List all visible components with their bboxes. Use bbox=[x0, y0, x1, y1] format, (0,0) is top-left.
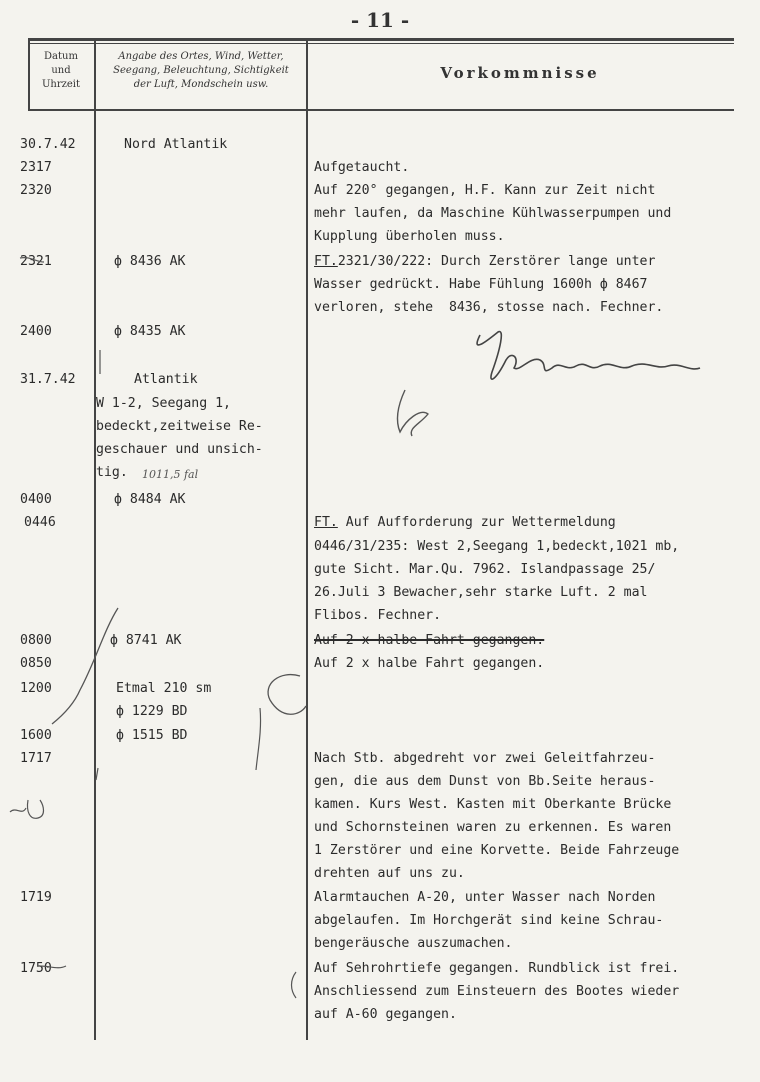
entry-text: verloren, stehe 8436, stosse nach. Fechner. bbox=[314, 300, 664, 315]
entry-text: Auf 220° gegangen, H.F. Kann zur Zeit nicht bbox=[314, 183, 656, 198]
entry-text: Anschliessend zum Einsteuern des Bootes wieder bbox=[314, 984, 680, 999]
pencil-loop-1200 bbox=[268, 675, 306, 715]
weather-line: geschauer und unsich- bbox=[96, 442, 263, 457]
entry-time: 1200 bbox=[20, 681, 52, 696]
entry-time: 0850 bbox=[20, 656, 52, 671]
entry-time: 1750 bbox=[20, 961, 52, 976]
entry-text: gute Sicht. Mar.Qu. 7962. Islandpassage 25/ bbox=[314, 562, 656, 577]
radio-message-prefix: FT. bbox=[314, 254, 338, 269]
page-number: - 11 - bbox=[350, 8, 410, 32]
entry-place: Atlantik bbox=[134, 372, 198, 387]
entry-time: 2320 bbox=[20, 183, 52, 198]
entry-time: 2321 bbox=[20, 254, 52, 269]
struck-through-entry: Auf 2 x halbe Fahrt gegangen. bbox=[314, 633, 545, 648]
header-place-line-2: Seegang, Beleuchtung, Sichtigkeit bbox=[113, 65, 289, 76]
weather-line: W 1-2, Seegang 1, bbox=[96, 396, 231, 411]
entry-text: Flibos. Fechner. bbox=[314, 608, 442, 623]
header-date-line-1: Datum bbox=[44, 51, 78, 62]
entry-text-body: Auf Aufforderung zur Wettermeldung bbox=[337, 515, 616, 530]
entry-time: 1600 bbox=[20, 728, 52, 743]
entry-place: Nord Atlantik bbox=[124, 137, 228, 152]
header-date-line-3: Uhrzeit bbox=[41, 79, 81, 90]
pencil-tick-1717 bbox=[96, 768, 98, 780]
pencil-tick-2321 bbox=[20, 258, 44, 262]
entry-time: 31.7.42 bbox=[20, 372, 76, 387]
entry-text: abgelaufen. Im Horchgerät sind keine Schrau- bbox=[314, 913, 664, 928]
daily-run: Etmal 210 sm bbox=[116, 681, 212, 696]
pencil-tick-1750 bbox=[40, 966, 66, 968]
entry-text-body: 2321/30/222: Durch Zerstörer lange unter bbox=[337, 254, 656, 269]
header-date-line-2: und bbox=[51, 65, 71, 76]
handwritten-pressure-note: 1011,5 fal bbox=[142, 468, 199, 481]
initials-mark bbox=[398, 390, 428, 436]
signature-fechner bbox=[477, 332, 700, 380]
entry-time: 1719 bbox=[20, 890, 52, 905]
radio-message-prefix: FT. bbox=[314, 515, 338, 530]
pencil-bracket-1750 bbox=[292, 972, 297, 998]
entry-text: kamen. Kurs West. Kasten mit Oberkante Brücke bbox=[314, 797, 672, 812]
entry-text: mehr laufen, da Maschine Kühlwasserpumpen und bbox=[314, 206, 672, 221]
entry-position: ф 8436 AK bbox=[114, 254, 186, 269]
entry-time: 2317 bbox=[20, 160, 52, 175]
entry-position: ф 1229 BD bbox=[116, 704, 188, 719]
pencil-stroke-1600 bbox=[256, 708, 261, 770]
weather-line: tig. bbox=[96, 465, 128, 480]
pencil-mark-margin bbox=[10, 800, 44, 818]
entry-text: bengeräusche auszumachen. bbox=[314, 936, 513, 951]
header-place-line-3: der Luft, Mondschein usw. bbox=[133, 79, 269, 90]
entry-position: ф 1515 BD bbox=[116, 728, 188, 743]
entry-text: gen, die aus dem Dunst von Bb.Seite heraus- bbox=[314, 774, 656, 789]
pencil-curve-0800 bbox=[52, 608, 118, 724]
entry-text: Nach Stb. abgedreht vor zwei Geleitfahrzeu- bbox=[314, 751, 656, 766]
entry-text: 1 Zerstörer und eine Korvette. Beide Fahrzeuge bbox=[314, 843, 680, 858]
entry-text: Auf 2 x halbe Fahrt gegangen. bbox=[314, 656, 545, 671]
entry-time: 0400 bbox=[20, 492, 52, 507]
entry-time: 1717 bbox=[20, 751, 52, 766]
entry-text: drehten auf uns zu. bbox=[314, 866, 465, 881]
weather-line: bedeckt,zeitweise Re- bbox=[96, 419, 263, 434]
entry-time: 0800 bbox=[20, 633, 52, 648]
entry-time: 30.7.42 bbox=[20, 137, 76, 152]
entry-position: ф 8435 AK bbox=[114, 324, 186, 339]
entry-position: ф 8741 AK bbox=[110, 633, 182, 648]
header-events-column: Vorkommnisse bbox=[440, 64, 600, 82]
entry-text: Aufgetaucht. bbox=[314, 160, 410, 175]
entry-text: 26.Juli 3 Bewacher,sehr starke Luft. 2 mal bbox=[314, 585, 648, 600]
entry-text: Kupplung überholen muss. bbox=[314, 229, 505, 244]
entry-time: 2400 bbox=[20, 324, 52, 339]
entry-text: Wasser gedrückt. Habe Fühlung 1600h ф 8467 bbox=[314, 277, 648, 292]
entry-text: Auf Sehrohrtiefe gegangen. Rundblick ist frei. bbox=[314, 961, 680, 976]
entry-text: auf A-60 gegangen. bbox=[314, 1007, 457, 1022]
entry-position: ф 8484 AK bbox=[114, 492, 186, 507]
header-place-line-1: Angabe des Ortes, Wind, Wetter, bbox=[118, 51, 284, 62]
entry-text: Alarmtauchen A-20, unter Wasser nach Norden bbox=[314, 890, 656, 905]
entry-text: und Schornsteinen waren zu erkennen. Es waren bbox=[314, 820, 672, 835]
entry-text: 0446/31/235: West 2,Seegang 1,bedeckt,1021 mb, bbox=[314, 539, 680, 554]
entry-time: 0446 bbox=[24, 515, 56, 530]
